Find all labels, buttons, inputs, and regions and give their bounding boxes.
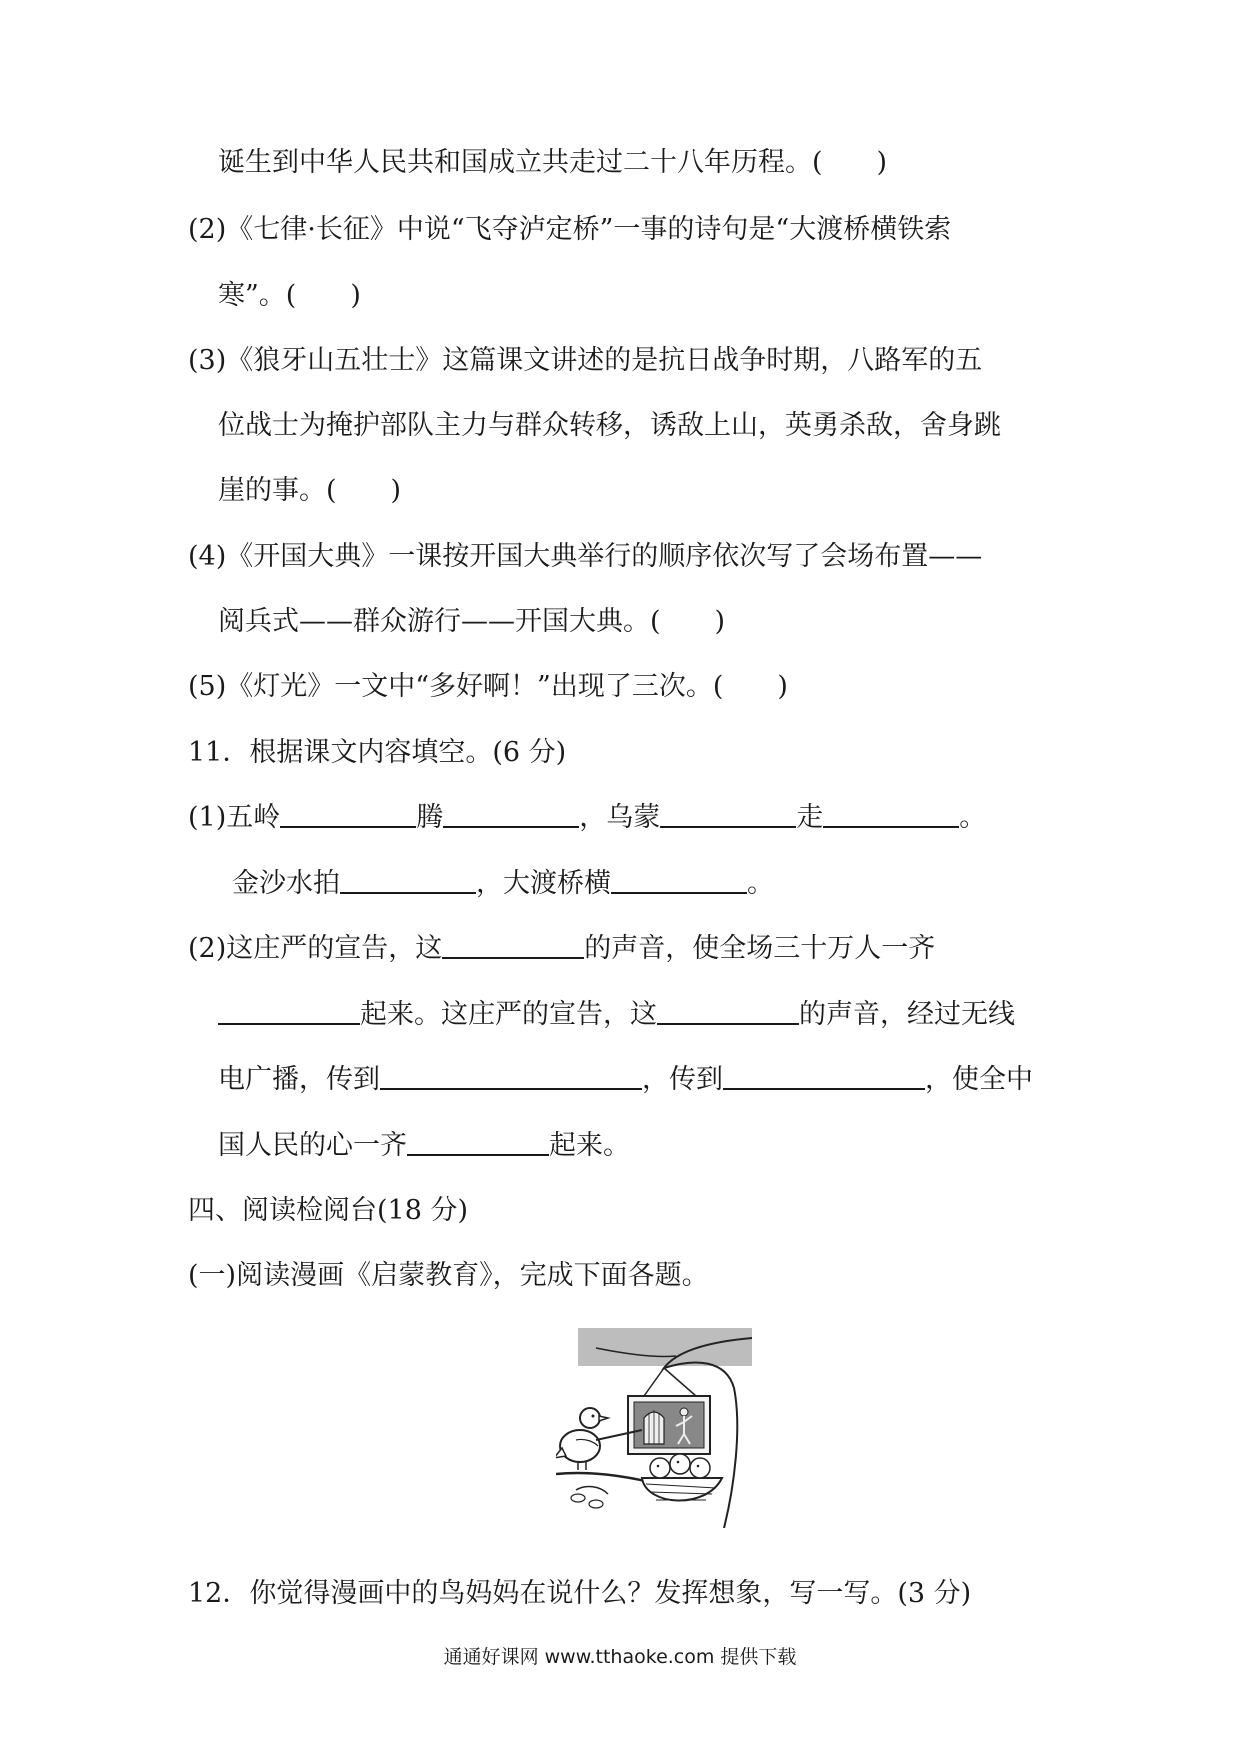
fill-blank[interactable]	[407, 1128, 549, 1156]
q11-p1-text-f: 金沙水拍	[232, 868, 340, 899]
q11-p2-text-e: 电广播，传到	[218, 1064, 380, 1095]
chick	[650, 1458, 670, 1478]
q11-part2-line3	[218, 1060, 1033, 1100]
fill-blank[interactable]	[723, 1062, 925, 1090]
q11-p1-text-e: 。	[959, 802, 987, 833]
chick	[690, 1458, 710, 1478]
q10-item3-line1: (3)《狼牙山五壮士》这篇课文讲述的是抗日战争时期，八路军的五	[188, 345, 983, 376]
fill-blank[interactable]	[657, 997, 799, 1025]
q11-part2-line4	[218, 1126, 630, 1166]
hanging-string	[664, 1368, 696, 1396]
section4-part1-instructions: (一)阅读漫画《启蒙教育》，完成下面各题。	[188, 1260, 709, 1291]
fill-blank[interactable]	[380, 1062, 642, 1090]
fill-blank[interactable]	[823, 800, 959, 828]
chick	[670, 1454, 690, 1474]
fill-blank[interactable]	[218, 997, 360, 1025]
q11-p2-text-c: 起来。这庄严的宣告，这	[360, 999, 657, 1030]
q10-item4-line1: (4)《开国大典》一课按开国大典举行的顺序依次写了会场布置——	[188, 541, 983, 572]
q11-p1-text-d: 走	[796, 802, 824, 833]
q12-title: 12．你觉得漫画中的鸟妈妈在说什么？发挥想象，写一写。(3 分)	[188, 1578, 972, 1609]
q11-p1-text-a: (1)五岭	[188, 802, 281, 833]
q10-item2-line1: (2)《七律·长征》中说“飞夺泸定桥”一事的诗句是“大渡桥横铁索	[188, 214, 952, 245]
footer-source: 通通好课网 www.tthaoke.com 提供下载	[443, 1646, 797, 1668]
q11-title: 11．根据课文内容填空。(6 分)	[188, 737, 567, 768]
q11-part1-line1	[188, 798, 986, 838]
q10-item5: (5)《灯光》一文中“多好啊！”出现了三次。( )	[188, 671, 788, 702]
fill-blank[interactable]	[280, 800, 416, 828]
person-figure	[680, 1408, 688, 1416]
q10-item3-line3: 崖的事。( )	[218, 475, 402, 506]
mother-bird	[560, 1430, 600, 1462]
q10-item2-line2: 寒”。( )	[218, 280, 361, 311]
fill-blank[interactable]	[340, 866, 476, 894]
q10-item1-continuation: 诞生到中华人民共和国成立共走过二十八年历程。( )	[218, 147, 888, 178]
q11-p2-text-h: 国人民的心一齐	[218, 1130, 407, 1161]
q10-item3-line2: 位战士为掩护部队主力与群众转移，诱敌上山，英勇杀敌，舍身跳	[218, 410, 1001, 441]
nest	[642, 1478, 722, 1501]
q10-item4-line2: 阅兵式——群众游行——开国大典。( )	[218, 606, 726, 637]
q11-p2-text-i: 起来。	[549, 1130, 630, 1161]
fill-blank[interactable]	[660, 800, 796, 828]
fill-blank[interactable]	[443, 800, 579, 828]
sky-band	[578, 1328, 752, 1366]
leaf	[571, 1494, 585, 1502]
leaf	[589, 1500, 603, 1508]
q11-p1-text-c: ，乌蒙	[579, 802, 661, 833]
q11-p1-text-b: 腾	[416, 802, 444, 833]
q11-p1-text-g: ，大渡桥横	[476, 868, 611, 899]
q11-p2-text-b: 的声音，使全场三十万人一齐	[584, 933, 936, 964]
q11-p2-text-g: ，使全中	[925, 1064, 1033, 1095]
q11-part2-line2	[218, 995, 1015, 1035]
q11-p2-text-a: (2)这庄严的宣告，这	[188, 933, 443, 964]
hanging-string	[644, 1368, 664, 1396]
q11-p2-text-d: 的声音，经过无线	[799, 999, 1015, 1030]
fill-blank[interactable]	[442, 931, 584, 959]
q11-p1-text-h: 。	[747, 868, 774, 899]
fill-blank[interactable]	[611, 866, 747, 894]
q11-p2-text-f: ，传到	[642, 1064, 723, 1095]
cartoon-illustration	[556, 1328, 752, 1528]
section4-title: 四、阅读检阅台(18 分)	[188, 1195, 469, 1226]
q11-part1-line2	[232, 864, 774, 904]
q11-part2-line1	[188, 929, 935, 969]
